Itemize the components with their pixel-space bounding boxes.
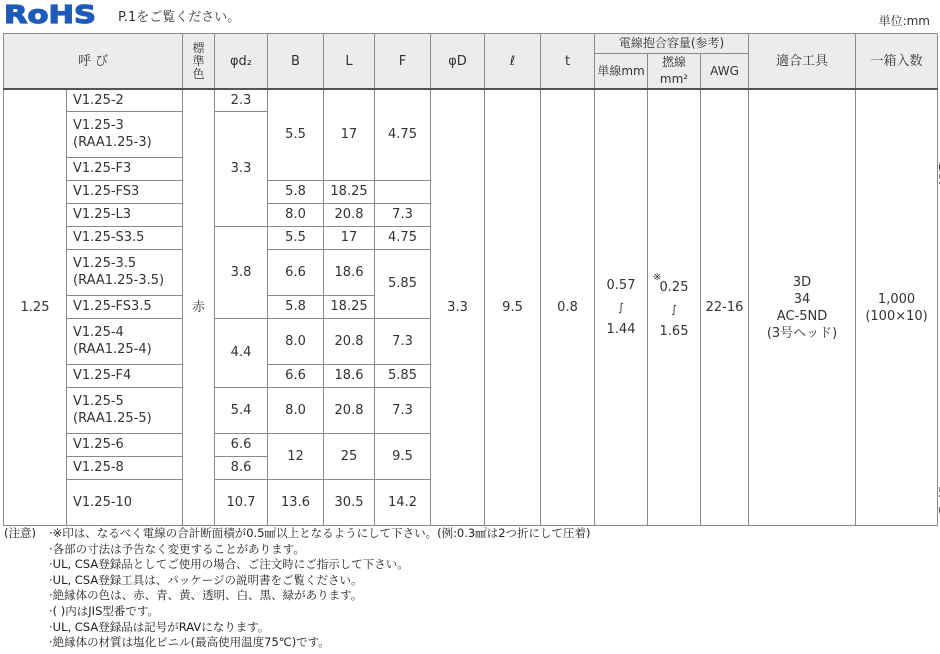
cell-l: 30.5 xyxy=(324,479,375,526)
cell-l: 20.8 xyxy=(324,387,375,433)
cell-l: 18.6 xyxy=(324,249,375,295)
cell-name: V1.25-2 xyxy=(67,89,183,111)
cell-b: 6.6 xyxy=(268,364,324,387)
cell-name: V1.25-F3 xyxy=(67,157,183,180)
table-row xyxy=(4,89,938,111)
col-header-wire-capacity: 電線抱合容量(参考) xyxy=(595,34,749,54)
per-box-qty: 1,000 xyxy=(877,291,916,307)
col-header-f: F xyxy=(375,34,431,90)
cell-f: 4.75 xyxy=(375,226,431,249)
cell-name: V1.25-F4 xyxy=(67,364,183,387)
cell-b: 8.0 xyxy=(268,203,324,226)
notes-section xyxy=(4,526,591,651)
tool-line: AC-5ND xyxy=(776,308,828,324)
cell-tool xyxy=(749,89,856,526)
item-code: V1.25-3.5 xyxy=(73,256,137,271)
cell-name: V1.25-10 xyxy=(67,479,183,526)
cell-l: 17 xyxy=(324,226,375,249)
cell-d2: 4.4 xyxy=(215,318,268,387)
cell-name: V1.25-S3.5 xyxy=(67,226,183,249)
col-header-tool: 適合工具 xyxy=(749,34,856,90)
cell-name: V1.25-6 xyxy=(67,433,183,456)
range-separator: ∫ xyxy=(671,302,677,316)
cell-l: 17 xyxy=(324,89,375,180)
cell-name: V1.25-FS3 xyxy=(67,180,183,203)
cell-d2: 8.6 xyxy=(215,456,268,479)
single-wire-max: 1.44 xyxy=(606,321,636,337)
cell-b: 5.8 xyxy=(268,295,324,318)
jis-code: (RAA1.25-3.5) xyxy=(73,273,165,288)
per-box-pack: (100×10) xyxy=(865,308,928,324)
col-header-b: B xyxy=(268,34,324,90)
cell-f: 7.3 xyxy=(375,318,431,364)
cell-b: 12 xyxy=(268,433,324,479)
notes-label: (注意) xyxy=(4,526,36,540)
item-code: V1.25-5 xyxy=(73,394,124,409)
cell-name xyxy=(67,111,183,157)
cell-f: 4.75 xyxy=(375,89,431,180)
rohs-logo xyxy=(4,1,98,27)
cell-l: 20.8 xyxy=(324,203,375,226)
cell-l: 18.6 xyxy=(324,364,375,387)
cell-d2: 3.3 xyxy=(215,111,268,226)
cell-name: V1.25-8 xyxy=(67,456,183,479)
cell-name: V1.25-L3 xyxy=(67,203,183,226)
note-line: ·UL, CSA登録品は記号がRAVになります。 xyxy=(49,619,270,634)
cell-f: 5.85 xyxy=(375,249,431,318)
col-header-stranded-wire: 撚線mm² xyxy=(648,54,701,90)
cell-ell: 9.5 xyxy=(485,89,541,526)
cell-b: 6.6 xyxy=(268,249,324,295)
col-header-color: 標 準 色 xyxy=(183,34,215,90)
cell-b: 5.5 xyxy=(268,226,324,249)
cell-size: 1.25 xyxy=(4,89,67,526)
note-line: ·絶縁体の色は、赤、青、黄、透明、白、黒、緑があります。 xyxy=(49,588,363,603)
note-line: ·( )内はJIS型番です。 xyxy=(49,603,159,618)
range-separator: ∫ xyxy=(618,300,624,314)
stranded-note-mark: ※ xyxy=(653,271,662,283)
notes-list xyxy=(4,526,591,651)
col-header-ell: ℓ xyxy=(485,34,541,90)
jis-code: (RAA1.25-5) xyxy=(73,411,152,426)
cell-t: 0.8 xyxy=(541,89,595,526)
cell-l: 20.8 xyxy=(324,318,375,364)
cell-phi-d: 3.3 xyxy=(431,89,485,526)
cell-name xyxy=(67,249,183,295)
cell-f: 14.2 xyxy=(375,479,431,526)
cell-l: 25 xyxy=(324,433,375,479)
single-wire-min: 0.57 xyxy=(606,277,636,293)
cell-d2: 5.4 xyxy=(215,387,268,433)
item-code: V1.25-4 xyxy=(73,325,124,340)
note-line: ·※印は、なるべく電線の合計断面積が0.5㎟以上となるようにして下さい。(例:0.3㎟は2つ折にして圧着) xyxy=(49,526,591,540)
cell-single-wire-range xyxy=(595,89,648,526)
jis-code: (RAA1.25-3) xyxy=(73,135,152,150)
col-header-name: 呼 び xyxy=(4,34,183,90)
col-header-l: L xyxy=(324,34,375,90)
cell-b: 8.0 xyxy=(268,387,324,433)
cell-color: 赤 xyxy=(183,89,215,526)
cell-d2: 3.8 xyxy=(215,226,268,318)
tool-line: 3D xyxy=(792,274,812,290)
cell-b: 8.0 xyxy=(268,318,324,364)
col-header-phi-d2: φd₂ xyxy=(215,34,268,90)
col-header-awg: AWG xyxy=(701,54,749,90)
cell-name xyxy=(67,318,183,364)
item-code: V1.25-3 xyxy=(73,118,124,133)
unit-label: 単位:mm xyxy=(878,14,930,28)
cell-l: 18.25 xyxy=(324,295,375,318)
cell-d2: 6.6 xyxy=(215,433,268,456)
reference-note: P.1をご覧ください。 xyxy=(118,10,241,25)
cell-f: 7.3 xyxy=(375,203,431,226)
cell-b: 5.5 xyxy=(268,89,324,180)
cell-f: 7.3 xyxy=(375,387,431,433)
cell-b: 5.8 xyxy=(268,180,324,203)
tool-line: 34 xyxy=(793,291,811,307)
tool-line: (3号ヘッド) xyxy=(766,325,838,341)
cell-b: 13.6 xyxy=(268,479,324,526)
cell-f: 5.85 xyxy=(375,364,431,387)
cell-name: V1.25-FS3.5 xyxy=(67,295,183,318)
cell-per-box xyxy=(856,89,938,526)
cell-stranded-wire-range xyxy=(648,89,701,526)
stranded-wire-min: 0.25 xyxy=(659,279,689,295)
note-line: ·UL, CSA登録工具は、パッケージの説明書をご覧ください。 xyxy=(49,572,363,587)
header-row xyxy=(4,34,938,54)
svg-text:RoHS: RoHS xyxy=(4,1,97,27)
jis-code: (RAA1.25-4) xyxy=(73,342,152,357)
stranded-wire-max: 1.65 xyxy=(659,323,689,339)
col-header-t: t xyxy=(541,34,595,90)
cell-d2: 2.3 xyxy=(215,89,268,111)
spec-table xyxy=(3,33,938,526)
cell-l: 18.25 xyxy=(324,180,375,203)
cell-f: 9.5 xyxy=(375,433,431,479)
cell-d2: 10.7 xyxy=(215,479,268,526)
note-line: ·UL, CSA登録品としてご使用の場合、ご注文時にご指示して下さい。 xyxy=(49,557,409,572)
cell-awg: 22-16 xyxy=(701,89,749,526)
col-header-per-box: 一箱入数 xyxy=(856,34,938,90)
note-line: ·各部の寸法は予告なく変更することがあります。 xyxy=(49,541,305,556)
col-header-single-wire: 単線mm xyxy=(595,54,648,90)
cell-name xyxy=(67,387,183,433)
col-header-phi-d: φD xyxy=(431,34,485,90)
note-line: ·絶縁体の材質は塩化ビニル(最高使用温度75℃)です。 xyxy=(49,635,330,650)
